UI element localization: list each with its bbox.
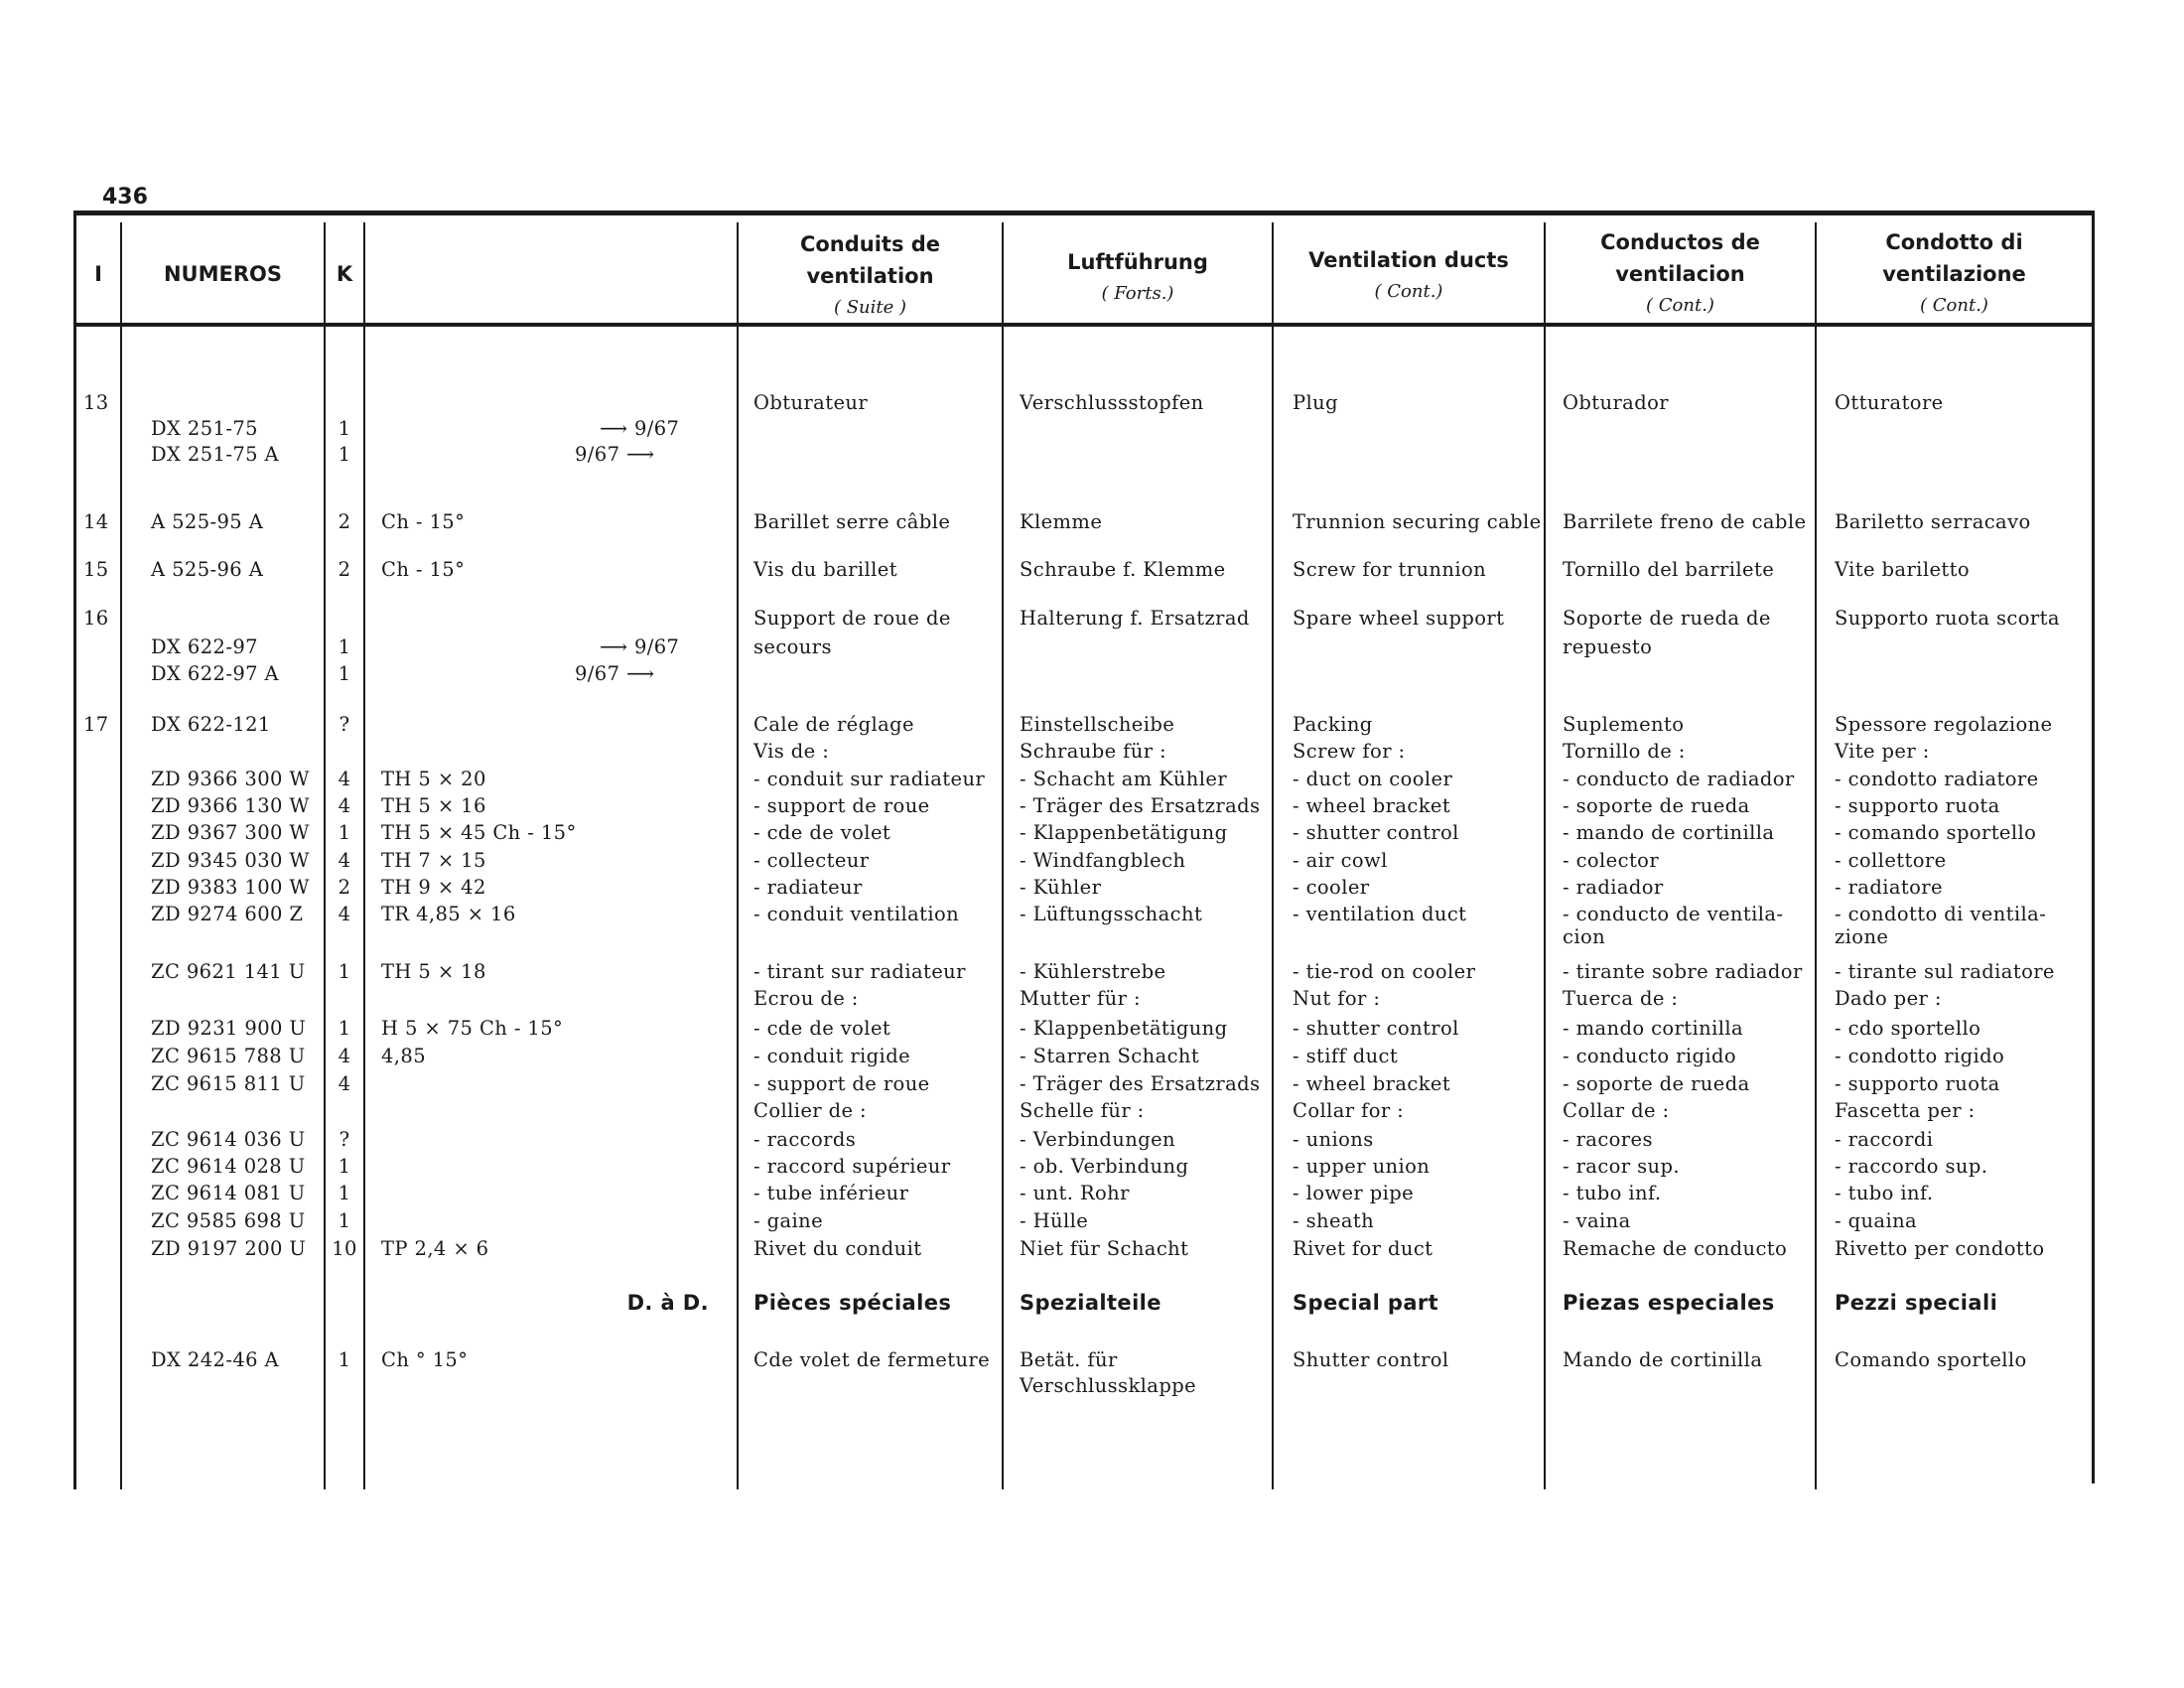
cell-num: ZD 9367 300 W bbox=[151, 821, 310, 844]
cell-en: Shutter control bbox=[1293, 1348, 1449, 1371]
cell-it: - supporto ruota bbox=[1835, 1072, 2000, 1095]
cell-es: Tuerca de : bbox=[1563, 987, 1679, 1010]
cell-k: 2 bbox=[338, 510, 351, 533]
cell-k: ? bbox=[339, 713, 350, 736]
cell-fr: Obturateur bbox=[753, 391, 869, 414]
cell-section: D. à D. bbox=[626, 1291, 709, 1315]
cell-k: 4 bbox=[338, 1072, 351, 1095]
cell-es: - conducto de ventila- bbox=[1563, 903, 1784, 925]
cell-k: 4 bbox=[338, 1045, 351, 1067]
cell-de: Schraube f. Klemme bbox=[1020, 558, 1226, 581]
cell-spec: Ch - 15° bbox=[381, 558, 466, 581]
cell-it: - supporto ruota bbox=[1835, 794, 2000, 817]
cell-es: - tirante sobre radiador bbox=[1563, 960, 1803, 983]
cell-it: - collettore bbox=[1835, 849, 1947, 872]
cell-es: cion bbox=[1563, 925, 1606, 948]
cell-it: zione bbox=[1835, 925, 1889, 948]
cell-es: Collar de : bbox=[1563, 1099, 1670, 1122]
cell-fr: - collecteur bbox=[753, 849, 870, 872]
divider-i bbox=[120, 222, 122, 1489]
cell-en: Screw for : bbox=[1293, 740, 1406, 763]
cell-en: - air cowl bbox=[1293, 849, 1388, 872]
cell-es: - mando de cortinilla bbox=[1563, 821, 1775, 844]
cell-num: ZD 9274 600 Z bbox=[151, 903, 304, 925]
header-italian: Condotto di ventilazione ( Cont.) bbox=[1882, 230, 2026, 316]
cell-fr: Ecrou de : bbox=[753, 987, 859, 1010]
cell-i: 16 bbox=[83, 607, 109, 630]
cell-es: Remache de conducto bbox=[1563, 1237, 1788, 1260]
cell-es: - soporte de rueda bbox=[1563, 1072, 1750, 1095]
cell-en: Special part bbox=[1293, 1291, 1439, 1315]
cell-fr: Vis du barillet bbox=[753, 558, 897, 581]
cell-en: - cooler bbox=[1293, 876, 1370, 899]
cell-i: 14 bbox=[83, 510, 109, 533]
cell-k: 4 bbox=[338, 849, 351, 872]
cell-de: Schraube für : bbox=[1020, 740, 1167, 763]
cell-en: - sheath bbox=[1293, 1209, 1375, 1232]
cell-de: - Starren Schacht bbox=[1020, 1045, 1200, 1067]
cell-en: Plug bbox=[1293, 391, 1338, 414]
cell-it: - quaina bbox=[1835, 1209, 1918, 1232]
cell-fr: - conduit rigide bbox=[753, 1045, 911, 1067]
cell-de: - Verbindungen bbox=[1020, 1128, 1176, 1151]
cell-it: Dado per : bbox=[1835, 987, 1942, 1010]
cell-spec: TH 5 × 16 bbox=[381, 794, 486, 817]
cell-de: Halterung f. Ersatzrad bbox=[1020, 607, 1250, 630]
cell-k: 1 bbox=[338, 417, 351, 440]
cell-arrow: ⟶ 9/67 bbox=[600, 417, 680, 440]
header-i: I bbox=[94, 262, 102, 286]
cell-num: ZC 9621 141 U bbox=[151, 960, 306, 983]
cell-es: Obturador bbox=[1563, 391, 1669, 414]
cell-fr: - tube inférieur bbox=[753, 1182, 909, 1204]
cell-fr: - cde de volet bbox=[753, 821, 891, 844]
cell-es: - racor sup. bbox=[1563, 1155, 1680, 1178]
cell-k: 1 bbox=[338, 960, 351, 983]
cell-en: - ventilation duct bbox=[1293, 903, 1467, 925]
cell-num: ZC 9614 028 U bbox=[151, 1155, 306, 1178]
cell-es: repuesto bbox=[1563, 635, 1653, 658]
cell-spec: TH 7 × 15 bbox=[381, 849, 486, 872]
cell-de: - ob. Verbindung bbox=[1020, 1155, 1189, 1178]
cell-es: - radiador bbox=[1563, 876, 1664, 899]
cell-it: Fascetta per : bbox=[1835, 1099, 1976, 1122]
cell-de: Schelle für : bbox=[1020, 1099, 1145, 1122]
cell-es: - tubo inf. bbox=[1563, 1182, 1662, 1204]
cell-it: Pezzi speciali bbox=[1835, 1291, 1998, 1315]
cell-it: Vite per : bbox=[1835, 740, 1930, 763]
right-border bbox=[2092, 211, 2095, 1483]
cell-k: 4 bbox=[338, 794, 351, 817]
header-french: Conduits de ventilation ( Suite ) bbox=[799, 232, 941, 318]
cell-num: DX 622-121 bbox=[151, 713, 271, 736]
cell-de: - unt. Rohr bbox=[1020, 1182, 1130, 1204]
cell-fr: Collier de : bbox=[753, 1099, 868, 1122]
cell-fr: - support de roue bbox=[753, 1072, 930, 1095]
cell-it: Comando sportello bbox=[1835, 1348, 2027, 1371]
cell-num: ZC 9585 698 U bbox=[151, 1209, 306, 1232]
page-number: 436 bbox=[102, 185, 148, 210]
cell-de: - Klappenbetätigung bbox=[1020, 1017, 1228, 1040]
cell-k: 1 bbox=[338, 1209, 351, 1232]
cell-de: - Träger des Ersatzrads bbox=[1020, 794, 1261, 817]
cell-k: 1 bbox=[338, 443, 351, 466]
cell-num: A 525-95 A bbox=[151, 510, 264, 533]
cell-k: 2 bbox=[338, 558, 351, 581]
cell-num: DX 622-97 bbox=[151, 635, 258, 658]
cell-spec: TH 9 × 42 bbox=[381, 876, 486, 899]
cell-k: 2 bbox=[338, 876, 351, 899]
cell-en: Rivet for duct bbox=[1293, 1237, 1433, 1260]
cell-it: Bariletto serracavo bbox=[1835, 510, 2031, 533]
cell-it: - condotto rigido bbox=[1835, 1045, 2005, 1067]
divider-k bbox=[363, 222, 365, 1489]
cell-es: - racores bbox=[1563, 1128, 1653, 1151]
cell-spec: TH 5 × 45 Ch - 15° bbox=[381, 821, 577, 844]
cell-it: - cdo sportello bbox=[1835, 1017, 1981, 1040]
cell-en: - upper union bbox=[1293, 1155, 1431, 1178]
cell-fr: Support de roue de bbox=[753, 607, 951, 630]
cell-k: 1 bbox=[338, 662, 351, 685]
cell-en: - wheel bracket bbox=[1293, 1072, 1451, 1095]
cell-num: DX 242-46 A bbox=[151, 1348, 280, 1371]
cell-fr: Cde volet de fermeture bbox=[753, 1348, 991, 1371]
cell-de: Verschlussstopfen bbox=[1020, 391, 1204, 414]
cell-fr: Rivet du conduit bbox=[753, 1237, 922, 1260]
top-rule bbox=[73, 211, 2095, 215]
cell-es: - vaina bbox=[1563, 1209, 1631, 1232]
cell-num: ZC 9615 811 U bbox=[151, 1072, 306, 1095]
parts-table bbox=[73, 211, 2095, 1489]
cell-it: - raccordi bbox=[1835, 1128, 1934, 1151]
cell-de: - Windfangblech bbox=[1020, 849, 1186, 872]
cell-k: 1 bbox=[338, 1155, 351, 1178]
cell-it: - raccordo sup. bbox=[1835, 1155, 1988, 1178]
header-english: Ventilation ducts ( Cont.) bbox=[1308, 248, 1509, 302]
cell-es: Mando de cortinilla bbox=[1563, 1348, 1763, 1371]
cell-it: Spessore regolazione bbox=[1835, 713, 2053, 736]
cell-it: - condotto di ventila- bbox=[1835, 903, 2047, 925]
cell-de: - Träger des Ersatzrads bbox=[1020, 1072, 1261, 1095]
cell-it: Otturatore bbox=[1835, 391, 1944, 414]
cell-k: ? bbox=[339, 1128, 350, 1151]
cell-num: ZC 9614 036 U bbox=[151, 1128, 306, 1151]
cell-k: 4 bbox=[338, 768, 351, 790]
cell-de: Niet für Schacht bbox=[1020, 1237, 1189, 1260]
cell-i: 13 bbox=[83, 391, 109, 414]
cell-fr: secours bbox=[753, 635, 832, 658]
cell-it: - radiatore bbox=[1835, 876, 1943, 899]
cell-it: - tubo inf. bbox=[1835, 1182, 1934, 1204]
cell-num: ZD 9197 200 U bbox=[151, 1237, 307, 1260]
cell-spec: TP 2,4 × 6 bbox=[381, 1237, 489, 1260]
divider-spec bbox=[737, 222, 739, 1489]
cell-es: Barrilete freno de cable bbox=[1563, 510, 1807, 533]
cell-de: Betät. für bbox=[1020, 1348, 1118, 1371]
cell-fr: Barillet serre câble bbox=[753, 510, 951, 533]
cell-arrow: 9/67 ⟶ bbox=[575, 662, 655, 685]
cell-es: - soporte de rueda bbox=[1563, 794, 1750, 817]
header-spanish: Conductos de ventilacion ( Cont.) bbox=[1600, 230, 1760, 316]
cell-spec: TH 5 × 20 bbox=[381, 768, 486, 790]
cell-es: - conducto rigido bbox=[1563, 1045, 1737, 1067]
divider-es bbox=[1815, 222, 1817, 1489]
cell-spec: Ch - 15° bbox=[381, 510, 466, 533]
header-rule bbox=[73, 323, 2095, 327]
cell-num: DX 251-75 bbox=[151, 417, 258, 440]
cell-k: 1 bbox=[338, 1182, 351, 1204]
cell-es: - colector bbox=[1563, 849, 1660, 872]
cell-en: - lower pipe bbox=[1293, 1182, 1415, 1204]
cell-fr: - tirant sur radiateur bbox=[753, 960, 966, 983]
cell-en: - shutter control bbox=[1293, 1017, 1459, 1040]
cell-num: ZC 9614 081 U bbox=[151, 1182, 306, 1204]
cell-fr: - support de roue bbox=[753, 794, 930, 817]
cell-num: ZD 9345 030 W bbox=[151, 849, 310, 872]
cell-fr: - conduit ventilation bbox=[753, 903, 960, 925]
cell-de: - Schacht am Kühler bbox=[1020, 768, 1228, 790]
cell-es: Suplemento bbox=[1563, 713, 1685, 736]
cell-en: - tie-rod on cooler bbox=[1293, 960, 1476, 983]
cell-k: 1 bbox=[338, 1017, 351, 1040]
cell-de: Mutter für : bbox=[1020, 987, 1141, 1010]
cell-en: - wheel bracket bbox=[1293, 794, 1451, 817]
cell-i: 17 bbox=[83, 713, 109, 736]
cell-it: - tirante sul radiatore bbox=[1835, 960, 2055, 983]
cell-spec: H 5 × 75 Ch - 15° bbox=[381, 1017, 564, 1040]
cell-fr: - conduit sur radiateur bbox=[753, 768, 986, 790]
cell-k: 1 bbox=[338, 635, 351, 658]
cell-num: ZC 9615 788 U bbox=[151, 1045, 306, 1067]
cell-spec: 4,85 bbox=[381, 1045, 427, 1067]
cell-fr: Vis de : bbox=[753, 740, 830, 763]
cell-num: ZD 9366 300 W bbox=[151, 768, 310, 790]
cell-fr: - cde de volet bbox=[753, 1017, 891, 1040]
cell-fr: Pièces spéciales bbox=[753, 1291, 952, 1315]
cell-num: ZD 9231 900 U bbox=[151, 1017, 307, 1040]
cell-k: 4 bbox=[338, 903, 351, 925]
header-k: K bbox=[336, 262, 353, 286]
header-german: Luftführung ( Forts.) bbox=[1067, 250, 1208, 304]
cell-arrow: 9/67 ⟶ bbox=[575, 443, 655, 466]
cell-arrow: ⟶ 9/67 bbox=[600, 635, 680, 658]
cell-it: Rivetto per condotto bbox=[1835, 1237, 2045, 1260]
cell-de: Verschlussklappe bbox=[1020, 1374, 1197, 1397]
left-border bbox=[73, 211, 76, 1489]
cell-spec: Ch ° 15° bbox=[381, 1348, 469, 1371]
cell-es: - conducto de radiador bbox=[1563, 768, 1795, 790]
cell-de: Spezialteile bbox=[1020, 1291, 1161, 1315]
divider-en bbox=[1544, 222, 1546, 1489]
cell-en: Trunnion securing cable bbox=[1293, 510, 1542, 533]
header-numeros: NUMEROS bbox=[163, 262, 283, 286]
cell-spec: TR 4,85 × 16 bbox=[381, 903, 516, 925]
cell-de: - Klappenbetätigung bbox=[1020, 821, 1228, 844]
cell-it: Supporto ruota scorta bbox=[1835, 607, 2060, 630]
cell-fr: - raccord supérieur bbox=[753, 1155, 951, 1178]
cell-fr: - radiateur bbox=[753, 876, 863, 899]
cell-fr: - gaine bbox=[753, 1209, 824, 1232]
cell-es: Tornillo del barrilete bbox=[1563, 558, 1775, 581]
cell-it: - condotto radiatore bbox=[1835, 768, 2039, 790]
cell-fr: - raccords bbox=[753, 1128, 857, 1151]
cell-de: - Kühler bbox=[1020, 876, 1102, 899]
cell-k: 1 bbox=[338, 1348, 351, 1371]
cell-num: DX 622-97 A bbox=[151, 662, 280, 685]
cell-num: A 525-96 A bbox=[151, 558, 264, 581]
cell-en: - unions bbox=[1293, 1128, 1374, 1151]
cell-num: DX 251-75 A bbox=[151, 443, 280, 466]
divider-fr bbox=[1002, 222, 1004, 1489]
cell-fr: Cale de réglage bbox=[753, 713, 914, 736]
cell-en: Spare wheel support bbox=[1293, 607, 1505, 630]
cell-en: Screw for trunnion bbox=[1293, 558, 1487, 581]
cell-en: Nut for : bbox=[1293, 987, 1381, 1010]
cell-spec: TH 5 × 18 bbox=[381, 960, 486, 983]
cell-de: Klemme bbox=[1020, 510, 1103, 533]
cell-en: - duct on cooler bbox=[1293, 768, 1453, 790]
cell-i: 15 bbox=[83, 558, 109, 581]
cell-es: Tornillo de : bbox=[1563, 740, 1686, 763]
cell-num: ZD 9383 100 W bbox=[151, 876, 310, 899]
cell-num: ZD 9366 130 W bbox=[151, 794, 310, 817]
divider-de bbox=[1272, 222, 1274, 1489]
cell-it: Vite bariletto bbox=[1835, 558, 1971, 581]
cell-es: Piezas especiales bbox=[1563, 1291, 1775, 1315]
cell-en: - stiff duct bbox=[1293, 1045, 1399, 1067]
cell-de: Einstellscheibe bbox=[1020, 713, 1175, 736]
cell-es: - mando cortinilla bbox=[1563, 1017, 1744, 1040]
cell-es: Soporte de rueda de bbox=[1563, 607, 1771, 630]
cell-it: - comando sportello bbox=[1835, 821, 2037, 844]
cell-en: Packing bbox=[1293, 713, 1373, 736]
cell-en: - shutter control bbox=[1293, 821, 1459, 844]
cell-en: Collar for : bbox=[1293, 1099, 1405, 1122]
cell-de: - Kühlerstrebe bbox=[1020, 960, 1166, 983]
cell-k: 10 bbox=[332, 1237, 357, 1260]
cell-de: - Lüftungsschacht bbox=[1020, 903, 1203, 925]
cell-de: - Hülle bbox=[1020, 1209, 1089, 1232]
cell-k: 1 bbox=[338, 821, 351, 844]
